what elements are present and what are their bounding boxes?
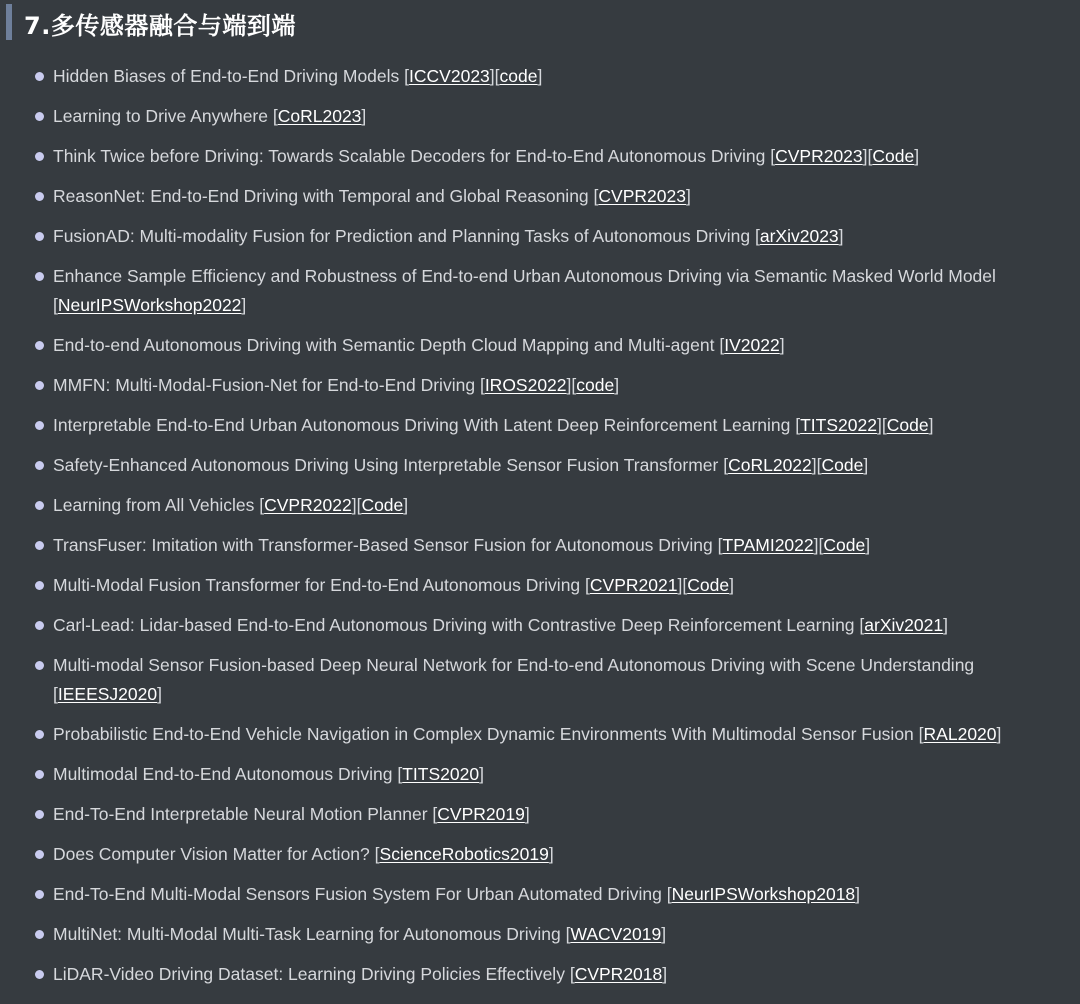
paper-link[interactable]: ICCV2023 (409, 66, 490, 86)
link-bracket-close: ] (614, 375, 620, 395)
paper-title: Learning to Drive Anywhere (53, 106, 268, 126)
link-bracket-open: [ (356, 495, 362, 515)
bullet-icon (35, 770, 44, 779)
paper-item (0, 651, 1080, 709)
bullet-icon (35, 461, 44, 470)
section-title: 7.多传感器融合与端到端 (24, 11, 296, 40)
link-bracket-open: [ (719, 335, 725, 355)
link-bracket-close: ] (661, 924, 667, 944)
paper-title: Multi-Modal Fusion Transformer for End-to-End Autonomous Driving (53, 575, 581, 595)
bullet-icon (35, 192, 44, 201)
link-bracket-close: ] (548, 844, 554, 864)
paper-title: Probabilistic End-to-End Vehicle Navigation in Complex Dynamic Environments With Multimodal Sensor Fusion (53, 724, 914, 744)
link-bracket-open: [ (53, 295, 58, 315)
paper-title: Interpretable End-to-End Urban Autonomous Driving With Latent Deep Reinforcement Learning (53, 415, 791, 435)
link-bracket-open: [ (565, 924, 571, 944)
paper-link[interactable]: IV2022 (724, 335, 780, 355)
paper-link[interactable]: NeurIPSWorkshop2022 (57, 295, 242, 315)
paper-title: End-To-End Multi-Modal Sensors Fusion System For Urban Automated Driving (53, 884, 662, 904)
link-bracket-open: [ (479, 375, 485, 395)
link-bracket-close: ] (241, 295, 247, 315)
link-bracket-open: [ (272, 106, 278, 126)
paper-title: End-To-End Interpretable Neural Motion Planner (53, 804, 428, 824)
link-bracket-close: ] (855, 884, 861, 904)
link-bracket-close: ] (813, 535, 819, 555)
link-bracket-open: [ (585, 575, 590, 595)
link-bracket-close: ] (876, 415, 882, 435)
paper-title: FusionAD: Multi-modality Fusion for Prediction and Planning Tasks of Autonomous Driving (53, 226, 751, 246)
bullet-icon (35, 272, 44, 281)
link-bracket-open: [ (666, 884, 672, 904)
paper-title: Think Twice before Driving: Towards Scalable Decoders for End-to-End Autonomous Driving (53, 146, 766, 166)
paper-link[interactable]: CVPR2021 (589, 575, 678, 595)
paper-item (0, 920, 1080, 949)
paper-link[interactable]: IEEESJ2020 (57, 684, 158, 704)
bullet-icon (35, 730, 44, 739)
paper-title: MultiNet: Multi-Modal Multi-Task Learning for Autonomous Driving (53, 924, 561, 944)
paper-link[interactable]: TITS2020 (402, 764, 480, 784)
paper-title: Enhance Sample Efficiency and Robustness of End-to-end Urban Autonomous Driving via Semantic Masked World Model (53, 266, 996, 286)
link-bracket-close: ] (914, 146, 920, 166)
link-bracket-close: ] (779, 335, 785, 355)
paper-link[interactable]: CoRL2022 (728, 455, 812, 475)
paper-item (0, 262, 1080, 320)
paper-item (0, 102, 1080, 131)
paper-list (0, 62, 1080, 1000)
link-bracket-open: [ (818, 535, 824, 555)
link-bracket-open: [ (53, 684, 58, 704)
link-bracket-close: ] (865, 535, 871, 555)
paper-link[interactable]: RAL2020 (923, 724, 997, 744)
link-bracket-close: ] (996, 724, 1002, 744)
paper-title: MMFN: Multi-Modal-Fusion-Net for End-to-End Driving (53, 375, 476, 395)
link-bracket-open: [ (593, 186, 599, 206)
paper-title: End-to-end Autonomous Driving with Semantic Depth Cloud Mapping and Multi-agent (53, 335, 715, 355)
paper-link[interactable]: Code (821, 455, 864, 475)
paper-item (0, 960, 1080, 989)
paper-item (0, 840, 1080, 869)
paper-item (0, 411, 1080, 440)
paper-title: LiDAR-Video Driving Dataset: Learning Driving Policies Effectively (53, 964, 565, 984)
paper-item (0, 531, 1080, 560)
link-bracket-close: ] (361, 106, 367, 126)
bullet-icon (35, 72, 44, 81)
paper-link[interactable]: CVPR2023 (598, 186, 686, 206)
link-bracket-open: [ (723, 455, 729, 475)
paper-item (0, 222, 1080, 251)
paper-item (0, 491, 1080, 520)
paper-link[interactable]: code (576, 375, 615, 395)
paper-item (0, 182, 1080, 211)
paper-title: Does Computer Vision Matter for Action? (53, 844, 370, 864)
bullet-icon (35, 341, 44, 350)
link-bracket-open: [ (569, 964, 575, 984)
bullet-icon (35, 890, 44, 899)
paper-title: Hidden Biases of End-to-End Driving Models (53, 66, 400, 86)
paper-link[interactable]: CVPR2022 (264, 495, 352, 515)
link-bracket-open: [ (432, 804, 438, 824)
link-bracket-close: ] (537, 66, 543, 86)
paper-item (0, 331, 1080, 360)
paper-item (0, 62, 1080, 91)
paper-item (0, 571, 1080, 600)
paper-item (0, 142, 1080, 171)
bullet-icon (35, 621, 44, 630)
paper-link[interactable]: NeurIPSWorkshop2018 (671, 884, 856, 904)
link-bracket-close: ] (566, 375, 572, 395)
paper-link[interactable]: TPAMI2022 (722, 535, 814, 555)
bullet-icon (35, 152, 44, 161)
link-bracket-open: [ (717, 535, 723, 555)
paper-link[interactable]: Code (886, 415, 929, 435)
bullet-icon (35, 421, 44, 430)
paper-link[interactable]: Code (823, 535, 866, 555)
paper-title: Carl-Lead: Lidar-based End-to-End Autonomous Driving with Contrastive Deep Reinforcement Learning (53, 615, 855, 635)
paper-link[interactable]: CVPR2018 (574, 964, 663, 984)
link-bracket-close: ] (685, 186, 691, 206)
link-bracket-close: ] (479, 764, 484, 784)
link-bracket-close: ] (351, 495, 357, 515)
link-bracket-close: ] (403, 495, 409, 515)
link-bracket-close: ] (811, 455, 817, 475)
link-bracket-open: [ (918, 724, 924, 744)
paper-title: Safety-Enhanced Autonomous Driving Using Interpretable Sensor Fusion Transformer (53, 455, 719, 475)
paper-item (0, 880, 1080, 909)
link-bracket-close: ] (524, 804, 530, 824)
bullet-icon (35, 850, 44, 859)
link-bracket-close: ] (862, 146, 868, 166)
paper-item (0, 451, 1080, 480)
bullet-icon (35, 541, 44, 550)
paper-item (0, 720, 1080, 749)
link-bracket-open: [ (867, 146, 873, 166)
link-bracket-close: ] (157, 684, 162, 704)
link-bracket-open: [ (494, 66, 500, 86)
link-bracket-open: [ (795, 415, 801, 435)
paper-link[interactable]: CVPR2019 (437, 804, 525, 824)
link-bracket-close: ] (677, 575, 683, 595)
link-bracket-open: [ (571, 375, 577, 395)
paper-link[interactable]: ScienceRobotics2019 (379, 844, 549, 864)
paper-title: Multi-modal Sensor Fusion-based Deep Neural Network for End-to-end Autonomous Driving with Scene Understanding (53, 655, 975, 675)
paper-item (0, 371, 1080, 400)
bullet-icon (35, 381, 44, 390)
bullet-icon (35, 232, 44, 241)
link-bracket-open: [ (881, 415, 887, 435)
paper-link[interactable]: IROS2022 (484, 375, 567, 395)
link-bracket-close: ] (943, 615, 948, 635)
section-heading (0, 0, 296, 46)
link-bracket-open: [ (259, 495, 265, 515)
paper-link[interactable]: CoRL2023 (277, 106, 362, 126)
paper-title: Learning from All Vehicles (53, 495, 255, 515)
link-bracket-open: [ (404, 66, 410, 86)
paper-link[interactable]: Code (687, 575, 730, 595)
bullet-icon (35, 661, 44, 670)
paper-link[interactable]: Code (361, 495, 404, 515)
link-bracket-close: ] (489, 66, 495, 86)
paper-item (0, 611, 1080, 640)
paper-link[interactable]: WACV2019 (570, 924, 662, 944)
bullet-icon (35, 810, 44, 819)
link-bracket-close: ] (729, 575, 734, 595)
paper-title: TransFuser: Imitation with Transformer-Based Sensor Fusion for Autonomous Driving (53, 535, 713, 555)
link-bracket-close: ] (863, 455, 869, 475)
paper-item (0, 800, 1080, 829)
bullet-icon (35, 930, 44, 939)
link-bracket-open: [ (397, 764, 403, 784)
link-bracket-open: [ (770, 146, 776, 166)
link-bracket-open: [ (816, 455, 822, 475)
bullet-icon (35, 112, 44, 121)
bullet-icon (35, 970, 44, 979)
paper-link[interactable]: code (499, 66, 538, 86)
link-bracket-open: [ (754, 226, 760, 246)
paper-title: Multimodal End-to-End Autonomous Driving (53, 764, 393, 784)
link-bracket-close: ] (838, 226, 844, 246)
paper-link[interactable]: arXiv2023 (759, 226, 839, 246)
paper-link[interactable]: arXiv2021 (864, 615, 944, 635)
heading-accent-bar (6, 4, 12, 40)
paper-item (0, 760, 1080, 789)
bullet-icon (35, 581, 44, 590)
link-bracket-open: [ (682, 575, 688, 595)
paper-title: ReasonNet: End-to-End Driving with Temporal and Global Reasoning (53, 186, 589, 206)
paper-link[interactable]: Code (872, 146, 915, 166)
link-bracket-close: ] (662, 964, 668, 984)
paper-link[interactable]: CVPR2023 (775, 146, 863, 166)
link-bracket-open: [ (374, 844, 380, 864)
bullet-icon (35, 501, 44, 510)
paper-link[interactable]: TITS2022 (800, 415, 877, 435)
link-bracket-open: [ (859, 615, 865, 635)
link-bracket-close: ] (928, 415, 934, 435)
